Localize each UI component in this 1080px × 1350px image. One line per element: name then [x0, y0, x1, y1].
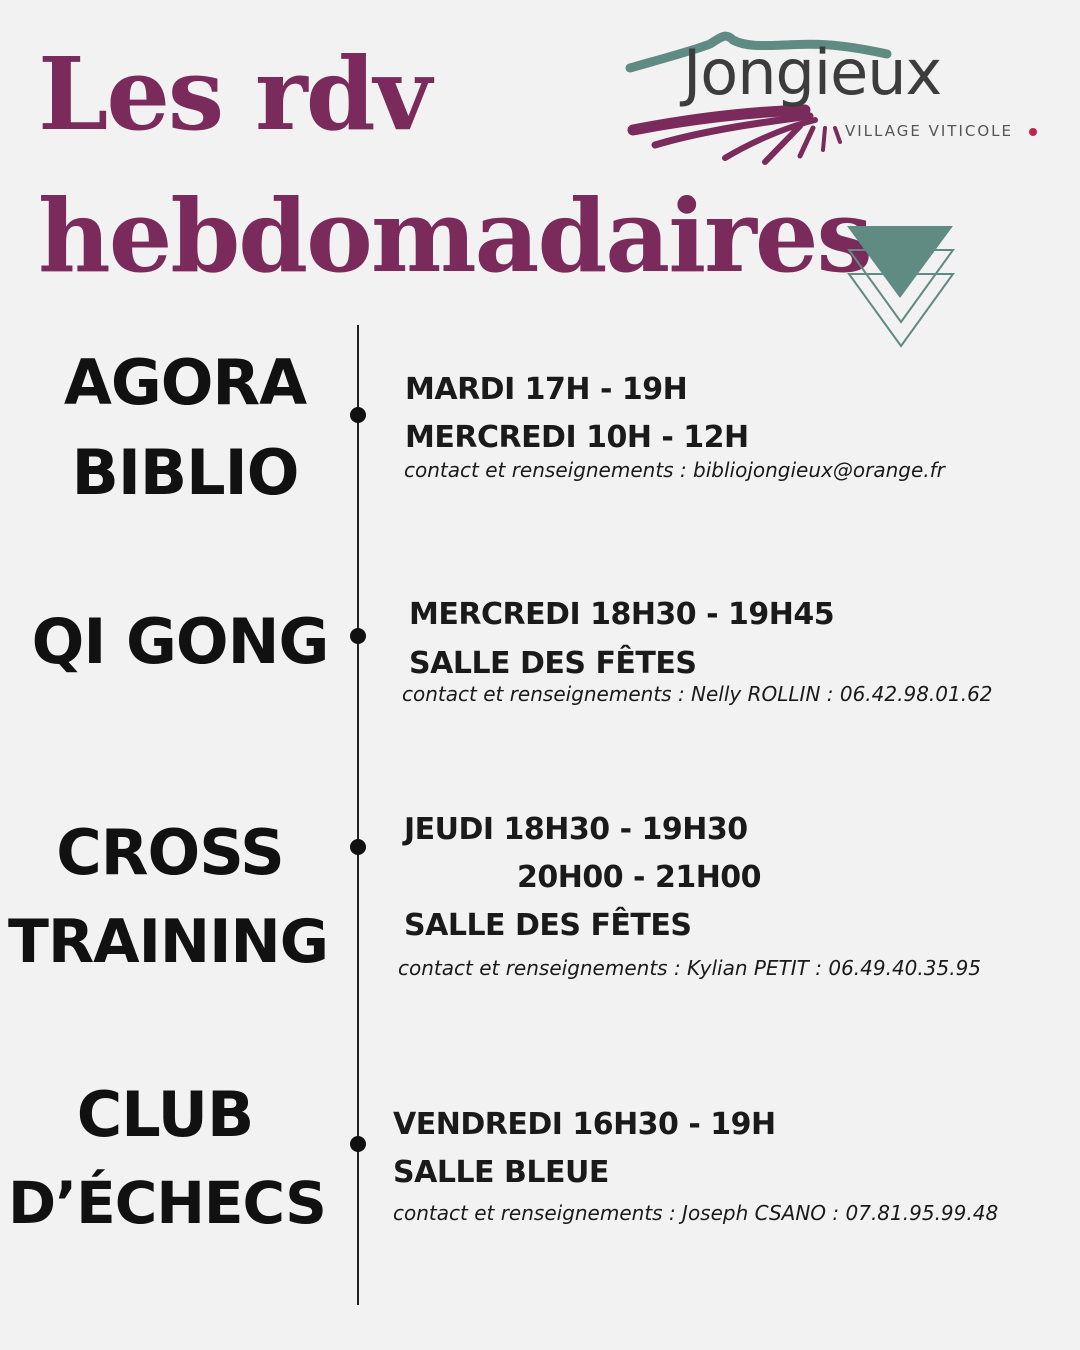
- timeline-dot: [350, 628, 366, 644]
- schedule-line: SALLE DES FÊTES: [404, 908, 692, 943]
- page-title-line-1: Les rdv: [38, 35, 430, 153]
- triangle-decoration-icon: [845, 222, 957, 350]
- contact-info: contact et renseignements : Joseph CSANO : 07.81.95.99.48: [393, 1201, 999, 1225]
- timeline-dot: [350, 407, 366, 423]
- contact-info: contact et renseignements : bibliojongieux@orange.fr: [404, 458, 945, 482]
- activity-name-agora: AGORA: [63, 346, 307, 419]
- logo-wordmark: Jongieux: [683, 36, 942, 109]
- jongieux-logo: [625, 30, 1050, 170]
- schedule-line: SALLE BLEUE: [393, 1155, 609, 1190]
- page-title-line-2: hebdomadaires: [38, 177, 871, 295]
- schedule-line: MERCREDI 10H - 12H: [405, 420, 749, 455]
- logo-tagline: VILLAGE VITICOLE: [845, 122, 1013, 140]
- schedule-line: 20H00 - 21H00: [517, 860, 762, 895]
- activity-name-biblio: BIBLIO: [71, 436, 299, 509]
- activity-name-training: TRAINING: [8, 907, 328, 977]
- schedule-line: VENDREDI 16H30 - 19H: [393, 1107, 776, 1142]
- timeline-line: [357, 325, 359, 1305]
- schedule-line: JEUDI 18H30 - 19H30: [404, 812, 748, 847]
- activity-name-echecs: D’ÉCHECS: [8, 1169, 326, 1237]
- schedule-line: MARDI 17H - 19H: [405, 372, 688, 407]
- contact-info: contact et renseignements : Nelly ROLLIN : 06.42.98.01.62: [402, 682, 993, 706]
- contact-info: contact et renseignements : Kylian PETIT : 06.49.40.35.95: [398, 956, 982, 980]
- schedule-line: MERCREDI 18H30 - 19H45: [409, 597, 835, 632]
- activity-name-qi-gong: QI GONG: [31, 605, 329, 678]
- timeline-dot: [350, 839, 366, 855]
- activity-name-cross: CROSS: [56, 816, 284, 889]
- schedule-line: SALLE DES FÊTES: [409, 646, 697, 681]
- activity-name-club: CLUB: [76, 1078, 254, 1151]
- timeline-dot: [350, 1136, 366, 1152]
